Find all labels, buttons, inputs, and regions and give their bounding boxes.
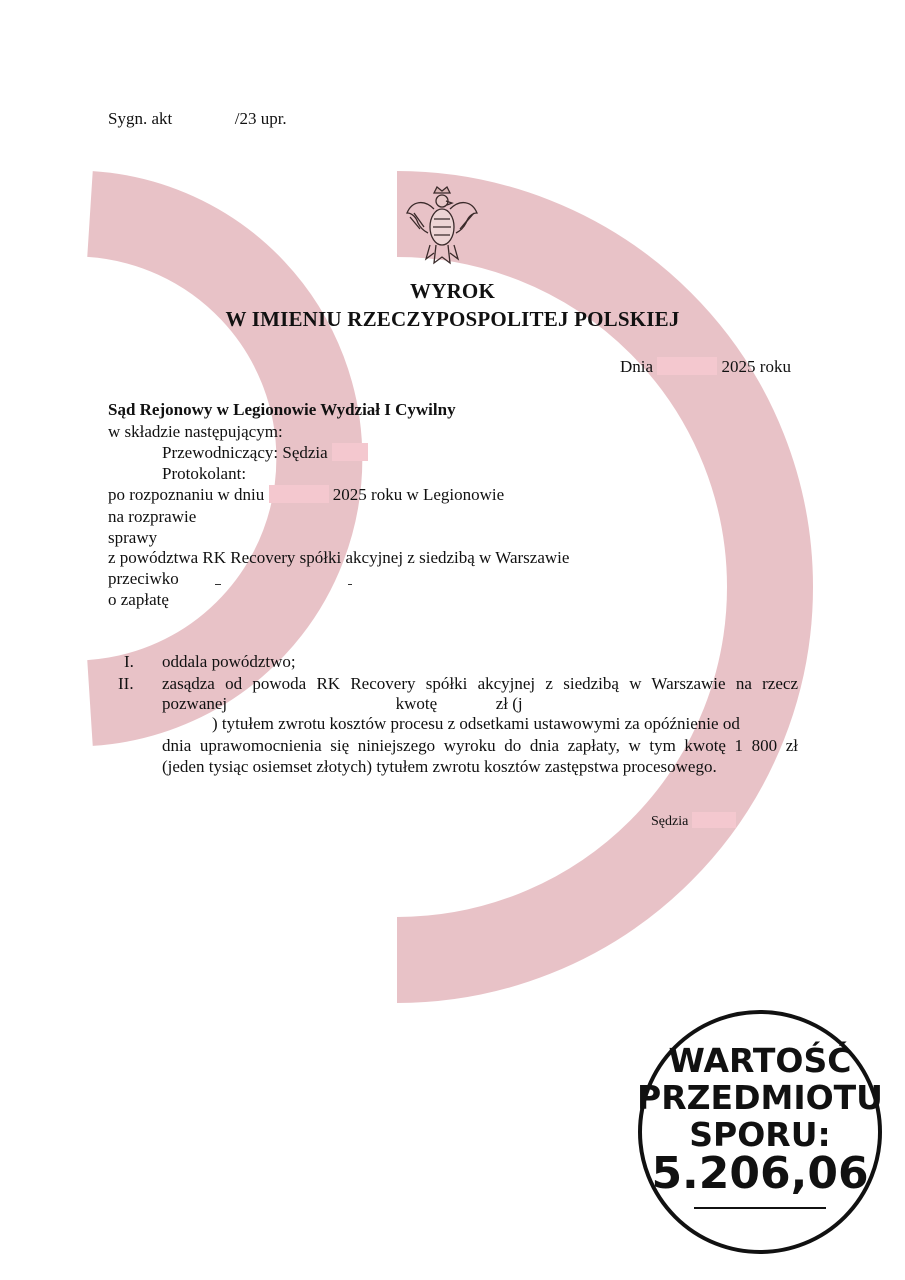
date-suffix: 2025 roku — [721, 357, 791, 376]
hearing-prefix: po rozpoznaniu w dniu — [108, 485, 265, 504]
redacted-date — [657, 357, 717, 375]
judgment-date — [620, 357, 791, 377]
ruling-text-2-line4: dnia uprawomocnienia się niniejszego wyroku do dnia zapłaty, w tym kwotę 1 800 zł — [162, 736, 798, 755]
judgment-title: WYROK — [410, 279, 495, 303]
stamp-value: 5.206,06 — [651, 1148, 869, 1199]
stamp-line-1: WARTOŚĆ — [668, 1041, 852, 1080]
costs-text: ) tytułem zwrotu kosztów procesu z odsetkami ustawowymi za opóźnienie od — [212, 714, 740, 733]
judge-signature — [651, 812, 736, 830]
ruling-number-1: I. — [124, 652, 134, 671]
ruling-text-1: oddala powództwo; — [162, 652, 296, 671]
stamp-line-2: PRZEDMIOTU — [637, 1078, 883, 1117]
ruling-text-2-line1: zasądza od powoda RK Recovery spółki akcyjnej z siedzibą w Warszawie na rzecz — [162, 674, 798, 693]
ruling-number-2: II. — [118, 674, 134, 693]
against-label: przeciwko — [108, 569, 179, 588]
case-number-suffix: /23 upr. — [234, 109, 287, 128]
redacted-mark — [348, 584, 352, 585]
redacted-hearing-date — [269, 485, 329, 503]
presiding-judge — [162, 443, 368, 463]
hearing-suffix: 2025 roku w Legionowie — [332, 485, 505, 504]
ruling-text-2-line3 — [162, 714, 740, 734]
on-hearing: na rozprawie — [108, 507, 197, 526]
judgment-subtitle: W IMIENIU RZECZYPOSPOLITEJ POLSKIEJ — [225, 307, 680, 331]
claim-subject: o zapłatę — [108, 590, 169, 609]
court-composition: w składzie następującym: — [108, 422, 283, 441]
case-number — [108, 109, 287, 129]
presiding-label: Przewodniczący: Sędzia — [162, 443, 328, 462]
redacted-judge-name — [332, 443, 368, 461]
signature-label: Sędzia — [651, 814, 689, 829]
clerk: Protokolant: — [162, 464, 247, 483]
amount-currency: zł (j — [495, 694, 523, 713]
date-prefix: Dnia — [620, 357, 654, 376]
hearing-date — [108, 485, 504, 505]
redacted-signature-name — [692, 812, 736, 828]
plaintiff: z powództwa RK Recovery spółki akcyjnej z siedzibą w Warszawie — [108, 548, 570, 567]
court-name: Sąd Rejonowy w Legionowie Wydział I Cywilny — [108, 400, 456, 419]
ruling-text-2-line2 — [162, 694, 523, 714]
stamp-line-3: SPORU: — [689, 1115, 831, 1154]
case-label: sprawy — [108, 528, 158, 547]
case-number-prefix: Sygn. akt — [108, 109, 173, 128]
redacted-mark — [215, 584, 221, 585]
polish-eagle-emblem-icon — [404, 183, 480, 271]
defendant — [108, 569, 179, 589]
ruling-text-2-line5: (jeden tysiąc osiemset złotych) tytułem zwrotu kosztów zastępstwa procesowego. — [162, 757, 717, 776]
amount-label: kwotę — [395, 694, 438, 713]
defendant-label: pozwanej — [162, 694, 228, 713]
